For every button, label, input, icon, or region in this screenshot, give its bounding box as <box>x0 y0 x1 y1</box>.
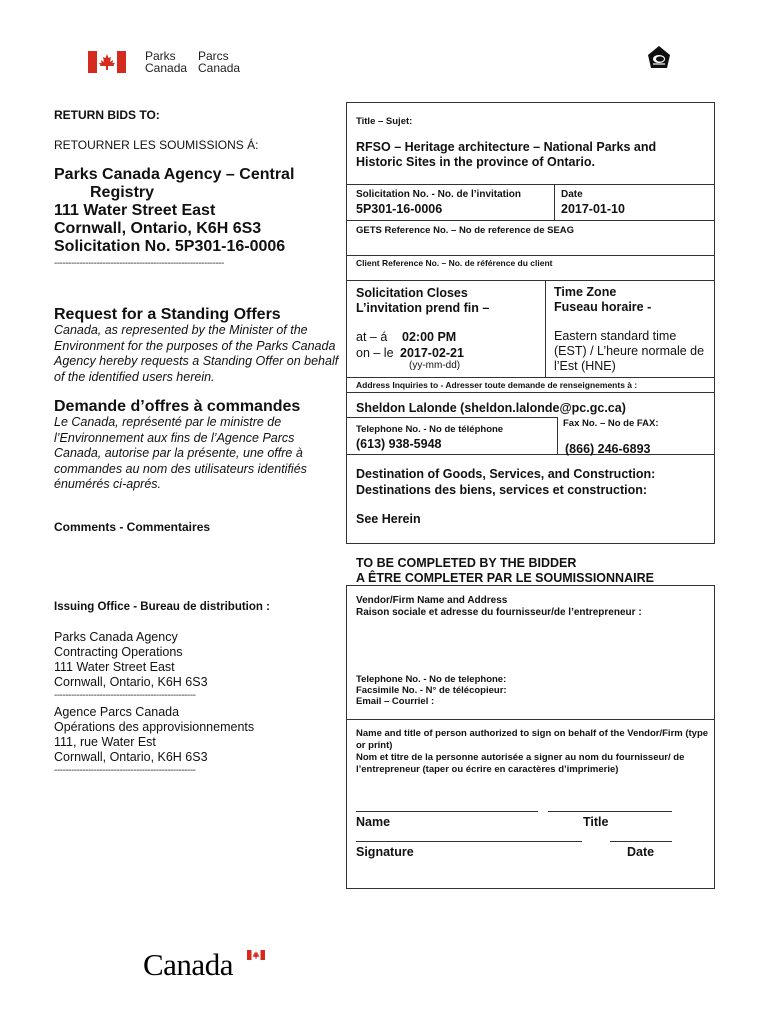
office-fr-3: 111, rue Water Est <box>54 735 156 749</box>
office-fr-4: Cornwall, Ontario, K6H 6S3 <box>54 750 208 764</box>
signature-label[interactable]: Signature <box>356 845 414 859</box>
fax-value: (866) 246-6893 <box>565 442 651 456</box>
comments-label: Comments - Commentaires <box>54 520 211 534</box>
retourner-label: RETOURNER LES SOUMISSIONS Á: <box>54 138 259 152</box>
fax-label: Fax No. – No de FAX: <box>563 418 659 429</box>
wordmark-text: Canada <box>143 947 233 982</box>
telephone-value: (613) 938-5948 <box>356 437 442 451</box>
bidder-heading-en: TO BE COMPLETED BY THE BIDDER <box>356 556 577 570</box>
parks-canada-logo <box>88 50 248 74</box>
agency-dash-separator: ------------------------------------------------------------ <box>54 258 224 269</box>
authorized-label-en: Name and title of person authorized to sign on behalf of the Vendor/Firm (type or print) <box>356 728 709 751</box>
title-sign-label[interactable]: Title <box>583 815 609 829</box>
tz-label-2: Fuseau horaire - <box>554 300 652 314</box>
demande-text: Le Canada, représenté par le ministre de l’Environnement aux fins de l’Agence Parcs Canada, autorise par la présente, une offre à commandes au nom des utilisateurs identifiés énumérés ci-aprés. <box>54 415 307 491</box>
date-value: 2017-01-10 <box>561 202 625 216</box>
parks-fr-1: Parcs <box>198 49 229 63</box>
agency-line-1: Parks Canada Agency – Central <box>54 166 295 183</box>
office-en-4: Cornwall, Ontario, K6H 6S3 <box>54 675 208 689</box>
canada-flag-icon <box>88 51 126 73</box>
date-sign-label[interactable]: Date <box>627 845 655 859</box>
closing-date: 2017-02-21 <box>400 346 464 360</box>
agency-line-2: Registry <box>90 184 155 201</box>
closes-label-1: Solicitation Closes <box>356 286 468 300</box>
tz-label-1: Time Zone <box>554 285 617 299</box>
telephone-label: Telephone No. - No de téléphone <box>356 424 504 435</box>
office-en-3: 111 Water Street East <box>54 660 175 674</box>
parks-canada-beaver-icon <box>645 44 673 72</box>
vendor-label-2[interactable]: Raison sociale et adresse du fournisseur/de l’entrepreneur : <box>356 607 642 618</box>
wordmark-flag-icon <box>247 950 265 960</box>
office-fr-2: Opérations des approvisionnements <box>54 720 255 734</box>
agency-line-4: Cornwall, Ontario, K6H 6S3 <box>54 220 262 237</box>
vendor-label-1: Vendor/Firm Name and Address <box>356 595 508 606</box>
closes-label-2: L’invitation prend fin – <box>356 301 490 315</box>
phone-label-1[interactable]: Telephone No. - No de telephone: <box>356 674 507 685</box>
date-format: (yy-mm-dd) <box>409 360 461 371</box>
solicitation-label: Solicitation No. - No. de l’invitation <box>356 189 521 200</box>
request-text: Canada, as represented by the Minister of the Environment for the purposes of the Parks Canada Agency hereby requests a Standing Offer on behalf of the identified users herein. <box>54 323 339 384</box>
request-title: Request for a Standing Offers <box>54 306 281 323</box>
parks-en-1: Parks <box>145 49 176 63</box>
name-label[interactable]: Name <box>356 815 391 829</box>
office-dash-2: -------------------------------------------------- <box>54 765 196 776</box>
parks-en-2: Canada <box>145 61 188 75</box>
on-label: on – le <box>356 346 394 360</box>
contact-name-email: Sheldon Lalonde (sheldon.lalonde@pc.gc.ca) <box>356 401 626 415</box>
canada-wordmark <box>143 948 273 984</box>
agency-line-5: Solicitation No. 5P301-16-0006 <box>54 238 286 255</box>
office-dash-1: -------------------------------------------------- <box>54 690 196 701</box>
agency-line-3: 111 Water Street East <box>54 202 216 219</box>
title-value: RFSO – Heritage architecture – National Parks and Historic Sites in the province of Ontario. <box>356 140 657 169</box>
see-herein: See Herein <box>356 512 421 526</box>
date-label: Date <box>561 189 583 200</box>
solicitation-value: 5P301-16-0006 <box>356 202 443 216</box>
client-label: Client Reference No. – No. de référence du client <box>356 258 553 268</box>
gets-label: GETS Reference No. – No de reference de SEAG <box>356 225 575 236</box>
office-en-2: Contracting Operations <box>54 645 183 659</box>
phone-label-3[interactable]: Email – Courriel : <box>356 696 435 707</box>
at-label: at – á <box>356 330 388 344</box>
return-bids-label: RETURN BIDS TO: <box>54 108 160 122</box>
closing-time: 02:00 PM <box>402 330 457 344</box>
address-inquiries: Address Inquiries to - Adresser toute demande de renseignements à : <box>356 380 638 390</box>
title-label: Title – Sujet: <box>356 116 413 127</box>
office-fr-1: Agence Parcs Canada <box>54 705 180 719</box>
phone-label-2[interactable]: Facsimile No. - N° de télécopieur: <box>356 685 507 696</box>
parks-fr-2: Canada <box>198 61 241 75</box>
demande-title: Demande d’offres à commandes <box>54 398 301 415</box>
destination-label-2: Destinations des biens, services et construction: <box>356 483 648 497</box>
tz-value: Eastern standard time (EST) / L’heure normale de l’Est (HNE) <box>554 329 705 373</box>
issuing-office-label: Issuing Office - Bureau de distribution : <box>54 601 270 613</box>
destination-label-1: Destination of Goods, Services, and Construction: <box>356 467 656 481</box>
authorized-label-fr: Nom et titre de la personne autorisée a signer au nom du fournisseur/ de l’entrepreneur (taper ou écrire en caractères d’imprimerie) <box>356 752 685 775</box>
office-en-1: Parks Canada Agency <box>54 630 178 644</box>
bidder-heading-fr: A ÊTRE COMPLETER PAR LE SOUMISSIONNAIRE <box>356 571 654 585</box>
